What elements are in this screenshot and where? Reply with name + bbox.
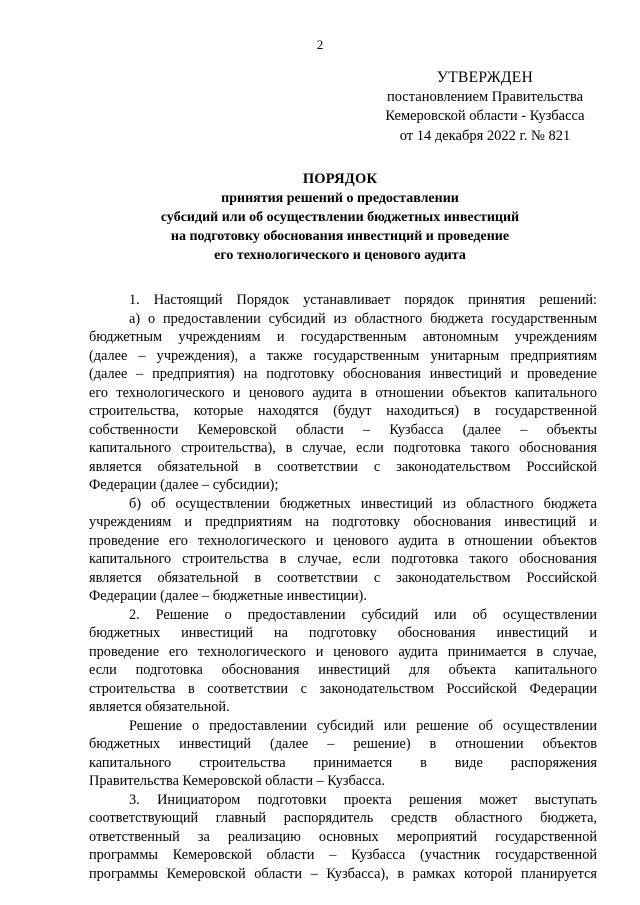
body-line: учреждениям и предприятиям на подготовку обоснования инвестиций и	[89, 514, 597, 530]
approval-line: Кемеровской области - Кузбасса	[385, 108, 585, 124]
document-body	[89, 291, 597, 883]
title-line: принятия решений о предоставлении	[221, 191, 459, 206]
body-line: Федерации (далее – субсидии);	[89, 477, 279, 493]
body-line: капитального строительства), в случае, если подготовка такого обоснования	[89, 440, 597, 456]
body-line: Федерации (далее – бюджетные инвестиции).	[89, 588, 367, 604]
body-line: бюджетных инвестиций (далее – решение) в отношении объектов	[89, 736, 597, 752]
body-line: бюджетным учреждениям и государственным автономным учреждениям	[89, 329, 597, 345]
body-line: 3. Инициатором подготовки проекта решения может выступать	[129, 791, 597, 808]
body-line: капитального строительства в случае, если подготовка такого обоснования	[89, 551, 597, 567]
body-line: программы Кемеровской области – Кузбасса (участник государственной	[89, 847, 597, 863]
body-line: проведение его технологического и ценового аудита принимается в случае,	[89, 643, 597, 660]
approval-heading: УТВЕРЖДЕН	[436, 69, 534, 86]
body-line: является обязательной в соответствии с законодательством Российской	[89, 569, 597, 586]
title-main: ПОРЯДОК	[302, 171, 378, 187]
document-title	[80, 170, 600, 265]
body-line: строительства, которые находятся (будут находиться) в государственной	[89, 403, 597, 419]
approval-line: постановлением Правительства	[386, 88, 584, 105]
body-line: 1. Настоящий Порядок устанавливает порядок принятия решений:	[129, 292, 597, 308]
approval-line: от 14 декабря 2022 г. № 821	[399, 127, 571, 144]
body-line: является обязательной в соответствии с законодательством Российской	[89, 458, 597, 475]
title-line: на подготовку обоснования инвестиций и проведение	[170, 229, 510, 244]
body-line: (далее – учреждения), а также государственным унитарным предприятиям	[89, 347, 597, 364]
body-line: собственности Кемеровской области – Кузбасса (далее – объекты	[89, 421, 597, 438]
approval-block	[370, 68, 600, 146]
body-line: Решение о предоставлении субсидий или решение об осуществлении	[129, 717, 597, 734]
body-line: его технологического и ценового аудита в отношении объектов капитального	[89, 384, 597, 401]
body-line: ответственный за реализацию основных мероприятий государственной	[89, 828, 597, 845]
body-line: соответствующий главный распорядитель средств областного бюджета,	[89, 810, 597, 826]
body-line: проведение его технологического и ценового аудита в отношении объектов	[89, 532, 597, 549]
body-line: бюджетных инвестиций на подготовку обоснования инвестиций и	[89, 625, 597, 641]
body-line: если подготовка обоснования инвестиций для объекта капитального	[89, 662, 597, 678]
page-number: 2	[316, 37, 324, 52]
body-line: строительства в соответствии с законодательством Российской Федерации	[89, 680, 597, 697]
body-line: является обязательной.	[89, 699, 230, 715]
body-line: капитального строительства принимается в виде распоряжения	[89, 754, 597, 771]
body-line: 2. Решение о предоставлении субсидий или об осуществлении	[129, 606, 597, 623]
body-line: программы Кемеровской области – Кузбасса), в рамках которой планируется	[89, 865, 597, 882]
body-line: (далее – предприятия) на подготовку обоснования инвестиций и проведение	[89, 366, 597, 382]
body-line: Правительства Кемеровской области – Кузбасса.	[89, 773, 385, 789]
body-line: а) о предоставлении субсидий из областного бюджета государственным	[129, 310, 597, 327]
title-line: его технологического и ценового аудита	[214, 248, 466, 263]
body-line: б) об осуществлении бюджетных инвестиций из областного бюджета	[129, 495, 597, 512]
title-line: субсидий или об осуществлении бюджетных инвестиций	[160, 210, 520, 225]
